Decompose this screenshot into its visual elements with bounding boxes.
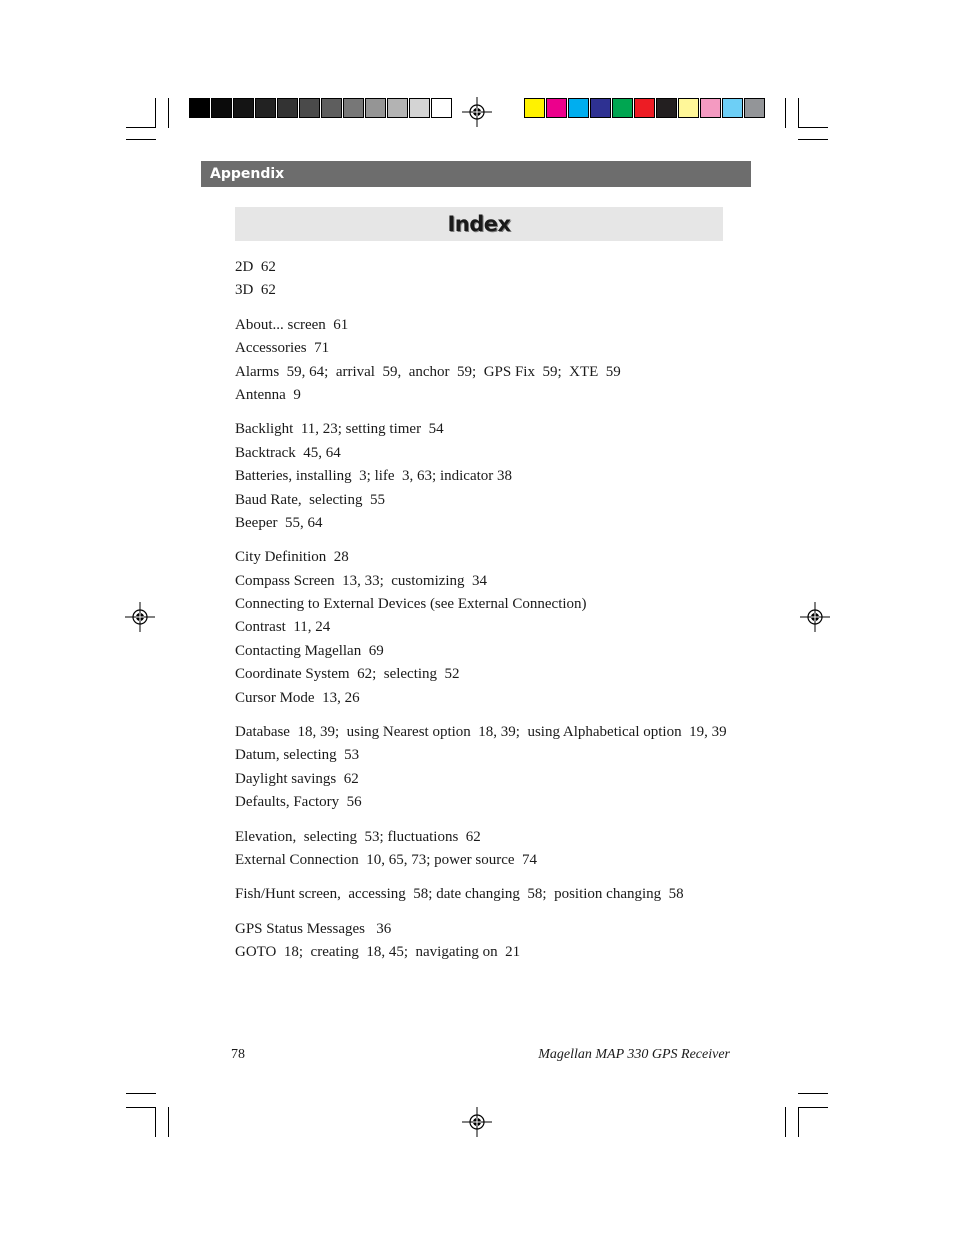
index-entry: GPS Status Messages 36 [235,920,392,937]
index-entry: Database 18, 39; using Nearest option 18, 39; using Alphabetical option 19, 39 [235,724,727,741]
index-group [235,721,735,815]
index-list [235,256,735,965]
index-entry: Batteries, installing 3; life 3, 63; indicator 38 [235,468,513,485]
index-entry: City Definition 28 [235,549,349,566]
section-label: Appendix [210,166,285,182]
index-entry: Fish/Hunt screen, accessing 58; date changing 58; position changing 58 [235,886,684,903]
group-spacer [235,907,735,918]
color-swatch [656,98,677,118]
color-swatch [612,98,633,118]
color-swatch [590,98,611,118]
index-entry: Beeper 55, 64 [235,514,323,531]
registration-mark-icon [800,602,830,632]
color-swatch [387,98,408,118]
index-group [235,883,735,906]
registration-mark-icon [125,602,155,632]
color-swatch [678,98,699,118]
index-entry: Cursor Mode 13, 26 [235,689,360,706]
index-group [235,314,735,408]
page-title: Index [447,212,511,236]
color-swatch [233,98,254,118]
color-swatch [255,98,276,118]
group-spacer [235,815,735,826]
index-entry: Daylight savings 62 [235,770,359,787]
index-group [235,918,735,965]
color-swatch [277,98,298,118]
index-entry: Coordinate System 62; selecting 52 [235,666,460,683]
index-entry: External Connection 10, 65, 73; power source 74 [235,851,538,868]
index-entry: 2D 62 [235,259,276,275]
group-spacer [235,303,735,314]
group-spacer [235,535,735,546]
color-swatch [299,98,320,118]
index-entry: GOTO 18; creating 18, 45; navigating on 21 [235,944,521,961]
index-entry: Antenna 9 [235,386,301,403]
registration-mark-icon [462,1107,492,1137]
index-entry: Contrast 11, 24 [235,619,331,636]
color-swatch [722,98,743,118]
color-swatch [321,98,342,118]
color-swatch [546,98,567,118]
color-swatch [744,98,765,118]
group-spacer [235,710,735,721]
index-entry: Compass Screen 13, 33; customizing 34 [235,572,488,589]
index-entry: Backlight 11, 23; setting timer 54 [235,421,444,438]
index-entry: Contacting Magellan 69 [235,642,384,659]
index-entry: Baud Rate, selecting 55 [235,491,385,508]
color-swatch [634,98,655,118]
index-entry: Datum, selecting 53 [235,747,360,764]
color-swatch [700,98,721,118]
registration-mark-icon [462,97,492,127]
index-entry: About... screen 61 [235,316,349,333]
index-group [235,418,735,535]
section-header-bar [201,161,751,187]
index-entry: 3D 62 [235,282,276,299]
color-swatch [568,98,589,118]
color-swatch [431,98,452,118]
grayscale-color-bar [189,98,453,118]
index-entry: Defaults, Factory 56 [235,794,362,811]
group-spacer [235,407,735,418]
color-swatch [524,98,545,118]
process-color-bar [524,98,766,118]
index-entry: Backtrack 45, 64 [235,444,341,461]
index-entry: Connecting to External Devices (see External Connection) [235,596,587,613]
publication-title: Magellan MAP 330 GPS Receiver [538,1047,730,1062]
color-swatch [189,98,210,118]
index-group [235,826,735,873]
index-entry: Alarms 59, 64; arrival 59, anchor 59; GPS Fix 59; XTE 59 [235,363,621,380]
page-title-box [235,207,723,241]
page-number: 78 [231,1047,245,1062]
index-entry: Accessories 71 [235,340,330,357]
group-spacer [235,872,735,883]
index-group [235,256,735,303]
color-swatch [365,98,386,118]
index-entry: Elevation, selecting 53; fluctuations 62 [235,828,481,845]
color-swatch [211,98,232,118]
index-group [235,546,735,710]
color-swatch [343,98,364,118]
color-swatch [409,98,430,118]
